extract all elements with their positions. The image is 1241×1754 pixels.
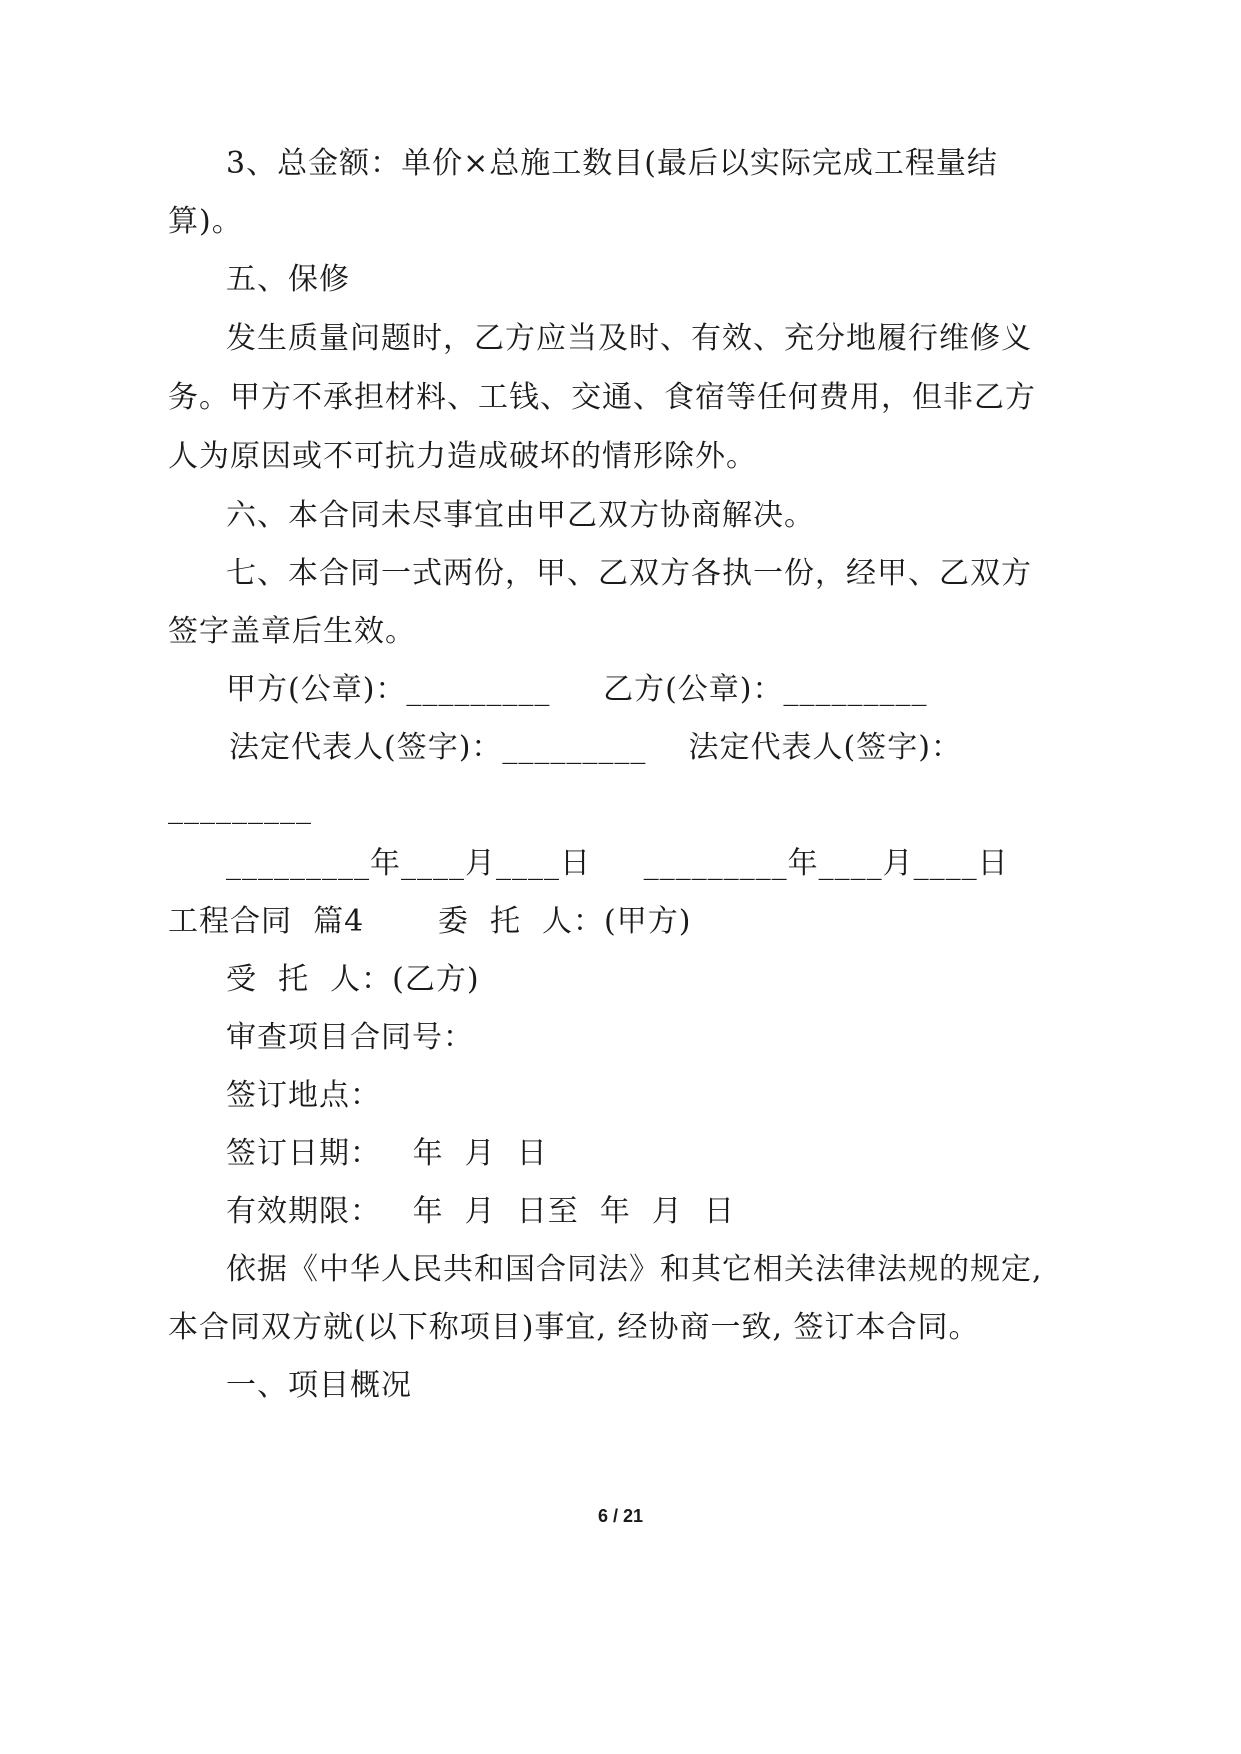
text-line-legal-basis: 依据《中华人民共和国合同法》和其它相关法律法规的规定, bbox=[226, 1252, 1043, 1287]
field-trustee: 受 托 人：(乙方) bbox=[226, 962, 480, 997]
page-number: 6 / 21 bbox=[597, 1506, 644, 1526]
field-contract-number: 审查项目合同号： bbox=[226, 1020, 474, 1055]
field-signing-date: 签订日期： 年 月 日 bbox=[226, 1136, 548, 1171]
field-validity-period: 有效期限： 年 月 日至 年 月 日 bbox=[226, 1194, 735, 1229]
signature-line-dates: _________年____月____日 _________年____月____日 bbox=[226, 846, 1009, 881]
text-line-clause-seven: 七、本合同一式两份，甲、乙双方各执一份，经甲、乙双方 bbox=[226, 556, 1032, 591]
text-line-exceptions: 人为原因或不可抗力造成破坏的情形除外。 bbox=[168, 439, 757, 474]
text-line-quality-issue: 发生质量问题时，乙方应当及时、有效、充分地履行维修义 bbox=[226, 321, 1032, 356]
text-line-effective: 签字盖章后生效。 bbox=[168, 614, 416, 649]
text-line-total-amount: 3、总金额：单价×总施工数目(最后以实际完成工程量结 bbox=[226, 146, 998, 181]
section-heading-project-overview: 一、项目概况 bbox=[226, 1368, 412, 1403]
section-heading-warranty: 五、保修 bbox=[226, 262, 350, 297]
text-line-costs: 务。甲方不承担材料、工钱、交通、食宿等任何费用，但非乙方 bbox=[168, 380, 1036, 415]
text-line-clause-six: 六、本合同未尽事宜由甲乙双方协商解决。 bbox=[226, 498, 815, 533]
signature-line-legal-representatives: 法定代表人(签字)：_________ 法定代表人(签字)： bbox=[229, 730, 962, 765]
signature-line-blank: _________ bbox=[168, 790, 312, 825]
section-heading-contract-4: 工程合同 篇4 委 托 人：(甲方) bbox=[168, 904, 692, 939]
field-signing-place: 签订地点： bbox=[226, 1078, 381, 1113]
text-line-agreement: 本合同双方就(以下称项目)事宜, 经协商一致, 签订本合同。 bbox=[168, 1310, 980, 1345]
text-line-settlement: 算)。 bbox=[168, 204, 243, 239]
signature-line-seals: 甲方(公章)：_________ 乙方(公章)：_________ bbox=[226, 672, 928, 707]
